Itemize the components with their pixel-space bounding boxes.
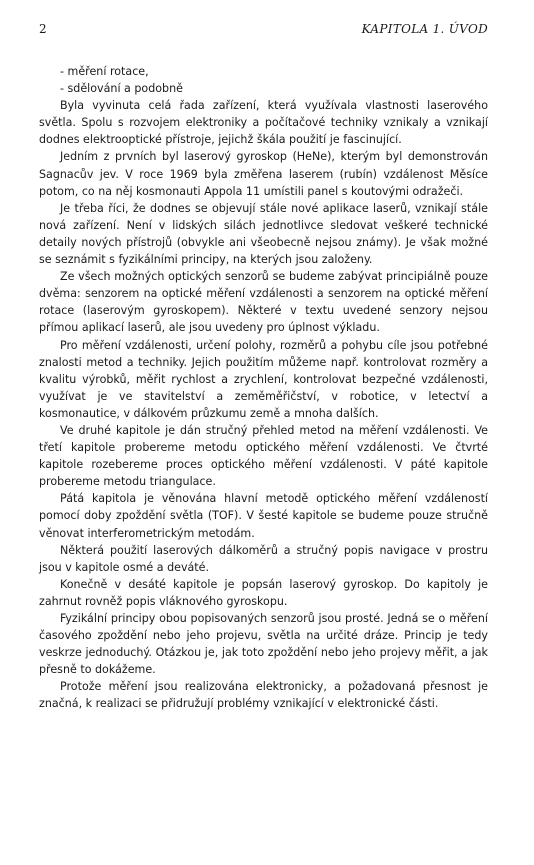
paragraph: Některá použití laserových dálkoměrů a stručný popis navigace v prostru jsou v kapitole osmé a deváté. (39, 543, 488, 574)
paragraph: Ze všech možných optických senzorů se budeme zabývat principiálně pouze dvěma: senzorem na optické měření vzdálenosti a senzorem na optické měření rotace (laserovým gyroskopem). Některé v textu uvedené senzory nejsou přímou aplikací laserů, ale jsou uvedeny pro úplnost výkladu. (39, 270, 488, 335)
paragraph: Byla vyvinuta celá řada zařízení, která využívala vlastnosti laserového světla. Spolu s rozvojem elektroniky a počítačové techniky vznikaly a vznikají dodnes elektrooptické přístroje, jejichž škála použití je fascinující. (39, 99, 488, 147)
paragraph: Je třeba říci, že dodnes se objevují stále nové aplikace laserů, vznikají stále nová zařízení. Není v lidských silách jednotlivce sledovat veškeré technické detaily nových přístrojů (obvykle ani všeobecně nejsou známy). Je však možné se seznámit s fyzikálními principy, na kterých jsou založeny. (39, 201, 488, 267)
paragraph: Protože měření jsou realizována elektronicky, a požadovaná přesnost je značná, k realizaci se přidružují problémy vznikající v elektronické části. (39, 680, 488, 711)
paragraph: Konečně v desáté kapitole je popsán laserový gyroskop. Do kapitoly je zahrnut rovněž popis vláknového gyroskopu. (39, 577, 488, 608)
body-text (39, 63, 488, 713)
page-header (39, 22, 488, 40)
paragraph: Pátá kapitola je věnována hlavní metodě optického měření vzdáleností pomocí doby zpoždění světla (TOF). V šesté kapitole se budeme pouze stručně věnovat interferometrickým metodám. (39, 492, 488, 540)
list-item: - sdělování a podobně (60, 82, 183, 96)
paragraph: Jedním z prvních byl laserový gyroskop (HeNe), kterým byl demonstrován Sagnacův jev. V roce 1969 byla změřena laserem (rubín) vzdálenost Měsíce potom, co na něj kosmonauti Appola 11 umístili panel s koutovými odražeči. (39, 150, 488, 198)
paragraph: Pro měření vzdálenosti, určení polohy, rozměrů a pohybu cíle jsou potřebné znalosti metod a techniky. Jejich použitím můžeme např. kontrolovat rozměry a kvalitu výrobků, měřit rychlost a zrychlení, kontrolovat bezpečné vzdálenosti, využívat je ve stavitelství a zeměměřičství, v robotice, v letectví a kosmonautice, v dálkovém průzkumu země a mnoha dalších. (39, 338, 488, 420)
list-item: - měření rotace, (60, 65, 149, 78)
paragraph: Fyzikální principy obou popisovaných senzorů jsou prosté. Jedná se o měření časového zpoždění nebo jeho projevu, světla na určité dráze. Princip je tedy veskrze jednoduchý. Otázkou je, jak toto zpoždění nebo jeho projevy měřit, a jak přesně to dokážeme. (39, 612, 488, 677)
paragraph: Ve druhé kapitole je dán stručný přehled metod na měření vzdálenosti. Ve třetí kapitole probereme metodu optického měření vzdálenosti. Ve čtvrté kapitole rozebereme proces optického měření vzdálenosti. V páté kapitole probereme metodu triangulace. (39, 423, 488, 489)
page-number: 2 (39, 22, 47, 36)
running-head: KAPITOLA 1. ÚVOD (361, 22, 488, 36)
